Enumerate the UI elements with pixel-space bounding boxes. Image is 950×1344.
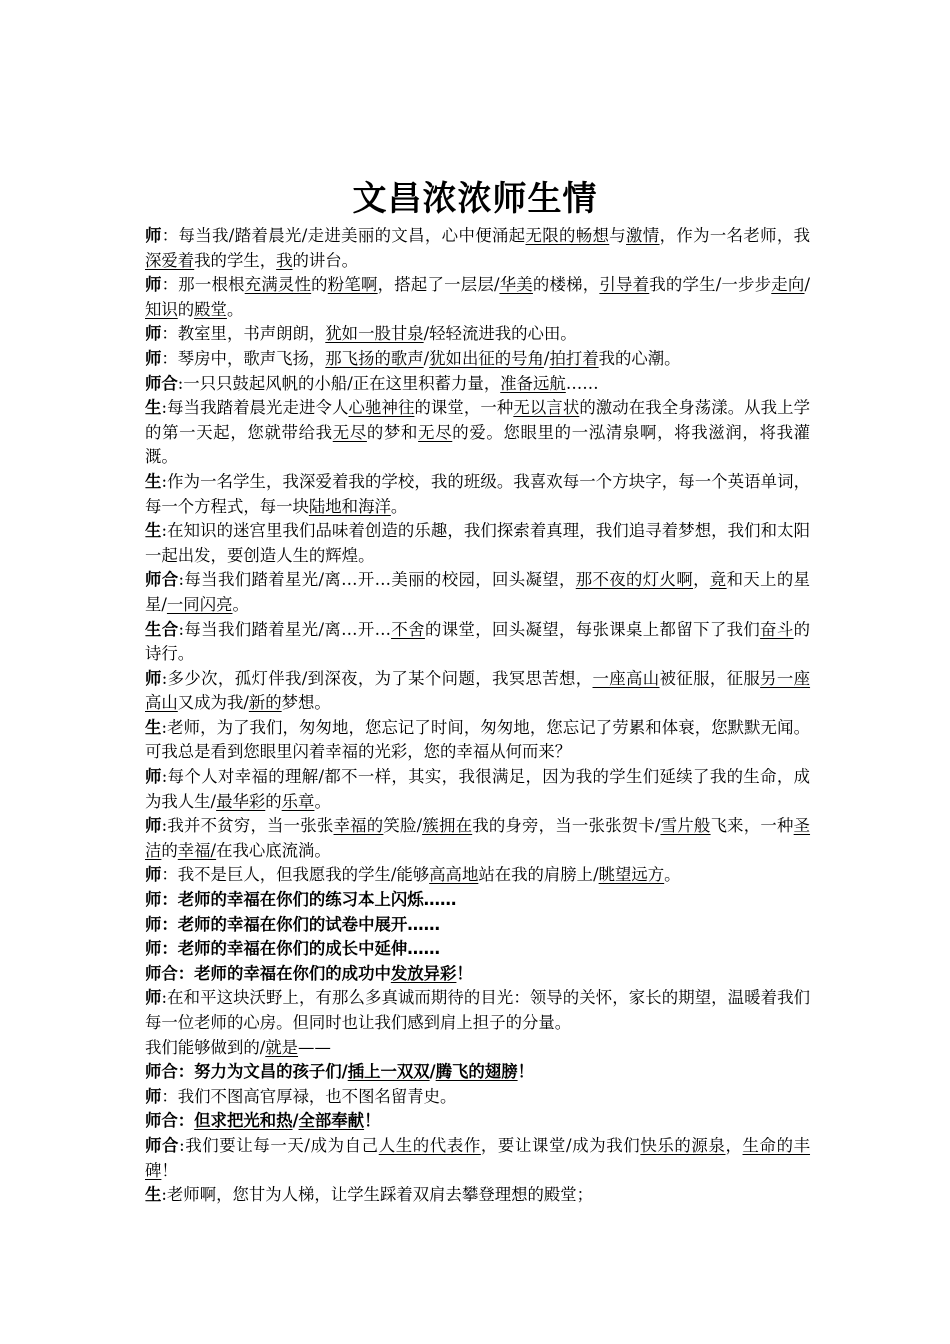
text-run: 。 <box>226 299 244 319</box>
speaker-label: 师 <box>145 988 162 1008</box>
dialogue-paragraph <box>145 372 810 397</box>
underlined-phrase: 发放异彩 <box>390 963 457 983</box>
text-run: 师合：努力为文昌的孩子们/ <box>145 1062 348 1082</box>
underlined-phrase: 一座高山 <box>592 668 660 688</box>
text-run: 师：老师的幸福在你们的成长中延伸…… <box>145 939 441 959</box>
underlined-phrase: 高高地 <box>429 865 479 885</box>
underlined-phrase: 犹如一股甘泉 <box>325 324 424 344</box>
speaker-label: 师 <box>145 865 162 885</box>
text-run: 站在我的肩膀上/ <box>478 865 599 885</box>
underlined-phrase: 准备远航 <box>500 373 566 393</box>
text-run: 我们能够做到的/ <box>145 1037 266 1057</box>
speaker-label: 生合 <box>145 619 179 639</box>
text-run: ！ <box>161 1160 178 1180</box>
text-run: 在我心底流淌。 <box>216 840 331 860</box>
text-run: :老师，为了我们，匆匆地，您忘记了时间，匆匆地，您忘记了劳累和体衰，您默默无闻。可我总是看到您眼里闪着幸福的光彩，您的幸福从何而来？ <box>145 717 811 762</box>
dialogue-paragraph <box>145 273 810 322</box>
underlined-phrase: 就是 <box>265 1037 299 1057</box>
underlined-phrase: 那飞扬的歌声 <box>325 348 424 368</box>
text-run: 师：老师的幸福在你们的试卷中展开…… <box>145 914 441 934</box>
underlined-phrase: 心驰神往 <box>348 398 415 418</box>
text-run: :作为一名学生，我深爱着我的学校，我的班级。我喜欢每一个方块字，每一个英语单词，每一个方程式，每一块 <box>145 471 811 516</box>
underlined-phrase: 但求把光和热 <box>194 1111 293 1131</box>
text-run: 我的学生， <box>194 250 277 270</box>
text-run: …… <box>565 373 599 393</box>
text-run: 师合：老师的幸福在你们的成功中 <box>145 963 391 983</box>
text-run: 的诗行。 <box>145 619 811 664</box>
text-run: :在和平这块沃野上，有那么多真诚而期待的目光：领导的关怀，家长的期望，温暖着我们每一位老师的心房。但同时也让我们感到肩上担子的分量。 <box>145 988 811 1032</box>
dialogue-paragraph <box>145 863 810 888</box>
text-run: /轻轻流进我的心田。 <box>423 324 577 344</box>
speaker-label: 师 <box>145 324 162 344</box>
text-run: / <box>423 348 430 368</box>
text-run: ：每当我/踏着晨光/走进美丽的文昌，心中便涌起 <box>161 226 526 245</box>
text-run: ！ <box>456 963 473 983</box>
text-run: 和天上的星星/ <box>145 570 811 614</box>
underlined-phrase: 激情 <box>626 226 660 245</box>
text-run: 被征服，征服 <box>659 668 761 688</box>
underlined-phrase: 引导着 <box>599 275 650 295</box>
speaker-label: 生 <box>145 1185 162 1205</box>
dialogue-paragraph <box>145 986 810 1035</box>
document-body <box>145 224 810 1208</box>
text-run: ：我不是巨人，但我愿我的学生/能够 <box>161 865 430 885</box>
dialogue-paragraph <box>145 962 810 987</box>
text-run: :一只只鼓起风帆的小船/正在这里积蓄力量， <box>177 373 501 393</box>
text-run: :每当我们踏着星光/离…开… <box>178 619 392 639</box>
text-run: / <box>429 1062 436 1082</box>
underlined-phrase: 生命的丰碑 <box>145 1135 811 1180</box>
underlined-phrase: 另一座高山 <box>145 668 811 713</box>
underlined-phrase: 一同闪亮 <box>166 594 233 614</box>
underlined-phrase: 无以言状 <box>513 398 580 418</box>
text-run: :每个人对幸福的理解/都不一样，其实，我很满足，因为我的学生们延续了我的生命，成为我人生/ <box>145 767 811 811</box>
underlined-phrase: 圣洁 <box>145 816 811 860</box>
text-run: ：那一根根 <box>161 275 245 295</box>
speaker-label: 师 <box>145 275 162 295</box>
underlined-phrase: 无尽 <box>418 422 453 442</box>
text-run: 。 <box>314 791 331 811</box>
dialogue-paragraph <box>145 322 810 347</box>
speaker-label: 师 <box>145 1086 162 1106</box>
underlined-phrase: 走向 <box>771 275 805 295</box>
text-run: 的 <box>265 791 282 811</box>
underlined-phrase: 簇拥在 <box>422 816 473 836</box>
speaker-label: 生 <box>145 521 162 541</box>
text-run: 的讲台。 <box>292 250 359 270</box>
underlined-phrase: 犹如出征的号角 <box>429 348 544 368</box>
dialogue-paragraph <box>145 1060 810 1085</box>
text-run: :每当我们踏着星光/离…开…美丽的校园，回头凝望， <box>178 570 576 590</box>
text-run: / <box>804 275 811 295</box>
underlined-phrase: 拍打着 <box>549 348 599 368</box>
text-run: ：琴房中，歌声飞扬， <box>161 348 326 368</box>
text-run: 又成为我/ <box>177 693 249 713</box>
dialogue-paragraph <box>145 1183 810 1208</box>
dialogue-paragraph <box>145 937 810 962</box>
underlined-phrase: 人生的代表作 <box>378 1135 481 1155</box>
dialogue-paragraph <box>145 568 810 617</box>
dialogue-paragraph <box>145 716 810 765</box>
text-run: 飞来，一种 <box>710 816 794 836</box>
dialogue-paragraph <box>145 347 810 372</box>
text-run: 与 <box>609 226 627 245</box>
document-title: 文昌浓浓师生情 <box>352 179 598 219</box>
text-run: :我并不贫穷，当一张张 <box>161 816 334 836</box>
dialogue-paragraph <box>145 1085 810 1110</box>
text-run: 我的心潮。 <box>598 348 681 368</box>
text-run: ：我们不图高官厚禄，也不图名留青史。 <box>161 1086 457 1106</box>
text-run: 的课堂，回头凝望，每张课桌上都留下了我们 <box>424 619 761 639</box>
dialogue-paragraph <box>145 224 810 273</box>
text-run: 的梦和 <box>366 422 419 442</box>
text-run: 我的学生/一步步 <box>649 275 772 295</box>
text-run: 。 <box>232 594 249 614</box>
text-run: 的楼梯， <box>532 275 600 295</box>
text-run: ！ <box>364 1111 381 1131</box>
underlined-phrase: 知识 <box>145 299 178 319</box>
dialogue-paragraph <box>145 618 810 667</box>
underlined-phrase: 幸福的 <box>333 816 384 836</box>
text-run: 笑脸/ <box>383 816 423 836</box>
underlined-phrase: 无限的畅想 <box>525 226 610 245</box>
underlined-phrase: 不舍 <box>391 619 425 639</box>
text-run: :在知识的迷宫里我们品味着创造的乐趣，我们探索着真理，我们追寻着梦想，我们和太阳一起出发，要创造人生的辉煌。 <box>145 521 811 565</box>
underlined-phrase: 眺望远方 <box>598 865 665 885</box>
text-run: ， <box>693 570 710 590</box>
underlined-phrase: 最华彩 <box>216 791 266 811</box>
speaker-label: 师合 <box>145 1135 180 1155</box>
dialogue-paragraph <box>145 470 810 519</box>
speaker-label: 师合 <box>145 373 178 393</box>
underlined-phrase: 华美 <box>499 275 533 295</box>
text-run: ，搭起了一层层/ <box>377 275 500 295</box>
dialogue-paragraph <box>145 814 810 863</box>
speaker-label: 生 <box>145 717 162 737</box>
dialogue-paragraph <box>145 765 810 814</box>
speaker-label: 师 <box>145 226 162 245</box>
dialogue-paragraph <box>145 1036 810 1061</box>
speaker-label: 师 <box>145 668 162 688</box>
text-run: :老师啊，您甘为人梯，让学生踩着双肩去攀登理想的殿堂； <box>161 1185 594 1205</box>
underlined-phrase: 插上一双双 <box>347 1062 430 1082</box>
underlined-phrase: 深爱着 <box>145 250 195 270</box>
dialogue-paragraph <box>145 913 810 938</box>
text-run: —— <box>298 1037 331 1057</box>
text-run: ：教室里，书声朗朗， <box>161 324 326 344</box>
text-run: 。 <box>390 496 408 516</box>
speaker-label: 师 <box>145 348 162 368</box>
underlined-phrase: 充满灵性 <box>244 275 312 295</box>
dialogue-paragraph <box>145 667 810 716</box>
speaker-label: 生 <box>145 471 162 491</box>
speaker-label: 师 <box>145 767 162 787</box>
dialogue-paragraph <box>145 1109 810 1134</box>
text-run: 的 <box>161 840 178 860</box>
dialogue-paragraph <box>145 888 810 913</box>
underlined-phrase: 无尽 <box>332 422 367 442</box>
underlined-phrase: 我 <box>276 250 293 270</box>
text-run: 师：老师的幸福在你们的练习本上闪烁…… <box>145 890 457 910</box>
speaker-label: 生 <box>145 398 162 418</box>
underlined-phrase: 新的 <box>248 693 282 713</box>
text-run: ，作为一名老师，我 <box>659 226 811 245</box>
text-run: 的 <box>311 275 328 295</box>
text-run: 的激动在我全身荡漾。从我上学的第一天起，您就带给我 <box>145 398 811 442</box>
text-run: 。 <box>664 865 681 885</box>
text-run: ！ <box>517 1062 534 1082</box>
text-run: / <box>543 348 550 368</box>
text-run: :多少次，孤灯伴我/到深夜，为了某个问题，我冥思苦想， <box>161 668 593 688</box>
text-run: ， <box>725 1135 743 1155</box>
speaker-label: 师合 <box>145 570 179 590</box>
underlined-phrase: 腾飞的翅膀 <box>435 1062 518 1082</box>
underlined-phrase: 那不夜的灯火啊 <box>575 570 694 590</box>
underlined-phrase: 殿堂 <box>194 299 227 319</box>
underlined-phrase: 陆地和海洋 <box>308 496 391 516</box>
underlined-phrase: 雪片般 <box>660 816 711 836</box>
text-run: / <box>292 1111 299 1131</box>
underlined-phrase: 快乐的源泉 <box>640 1135 726 1155</box>
text-run: 我的身旁，当一张张贺卡/ <box>472 816 661 836</box>
text-run: 的课堂，一种 <box>414 398 514 418</box>
underlined-phrase: 幸福/ <box>177 840 217 860</box>
text-run: 的 <box>177 299 195 319</box>
underlined-phrase: 全部奉献 <box>298 1111 365 1131</box>
underlined-phrase: 竟 <box>709 570 727 590</box>
dialogue-paragraph <box>145 396 810 470</box>
underlined-phrase: 乐章 <box>281 791 315 811</box>
text-run: ，要让课堂/成为我们 <box>480 1135 641 1155</box>
text-run: 梦想。 <box>281 693 331 713</box>
text-run: :我们要让每一天/成为自己 <box>179 1135 379 1155</box>
text-run: :每当我踏着晨光走进令人 <box>161 398 349 418</box>
dialogue-paragraph <box>145 519 810 568</box>
speaker-label: 师 <box>145 816 162 836</box>
text-run: 的爱。您眼里的一泓清泉啊，将我滋润，将我灌溉。 <box>145 422 811 467</box>
underlined-phrase: 粉笔啊 <box>327 275 378 295</box>
dialogue-paragraph <box>145 1134 810 1183</box>
underlined-phrase: 奋斗 <box>760 619 794 639</box>
text-run: 师合： <box>145 1111 195 1131</box>
